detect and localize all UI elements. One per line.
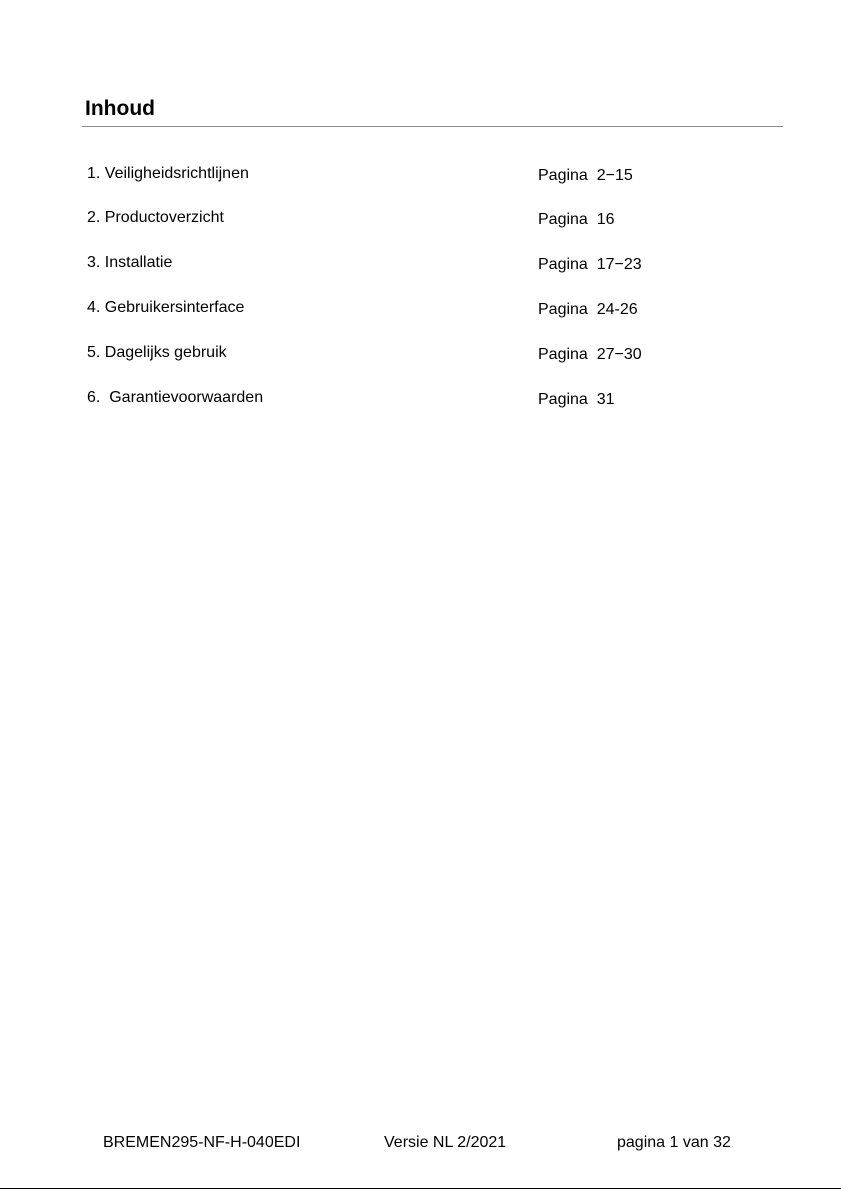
toc-entry-pages: Pagina 17−23 — [538, 256, 642, 273]
toc-entry-pages: Pagina 2−15 — [538, 167, 633, 184]
footer-version: Versie NL 2/2021 — [384, 1134, 507, 1151]
toc-entry-title: 4. Gebruikersinterface — [87, 299, 245, 316]
toc-entry-title: 2. Productoverzicht — [87, 209, 224, 226]
toc-entry-title: 1. Veiligheidsrichtlijnen — [87, 165, 249, 182]
footer-document-code: BREMEN295-NF-H-040EDI — [103, 1134, 301, 1151]
toc-entry-title: 3. Installatie — [87, 254, 173, 271]
toc-entry-pages: Pagina 24-26 — [538, 301, 638, 318]
page-footer — [0, 1133, 841, 1157]
toc-entry-pages: Pagina 16 — [538, 211, 615, 228]
toc-entry-pages: Pagina 31 — [538, 391, 615, 408]
toc-entry-2[interactable] — [0, 208, 841, 232]
page-bottom-border — [0, 1188, 841, 1189]
toc-entry-3[interactable] — [0, 253, 841, 277]
toc-entry-pages: Pagina 27−30 — [538, 346, 642, 363]
toc-heading: Inhoud — [85, 97, 155, 120]
toc-entry-title: 5. Dagelijks gebruik — [87, 344, 227, 361]
toc-entry-4[interactable] — [0, 298, 841, 322]
toc-entry-5[interactable] — [0, 343, 841, 367]
toc-entry-1[interactable] — [0, 164, 841, 188]
toc-entry-title: 6. Garantievoorwaarden — [87, 389, 264, 406]
footer-page-number: pagina 1 van 32 — [617, 1134, 731, 1151]
toc-entry-6[interactable] — [0, 388, 841, 412]
